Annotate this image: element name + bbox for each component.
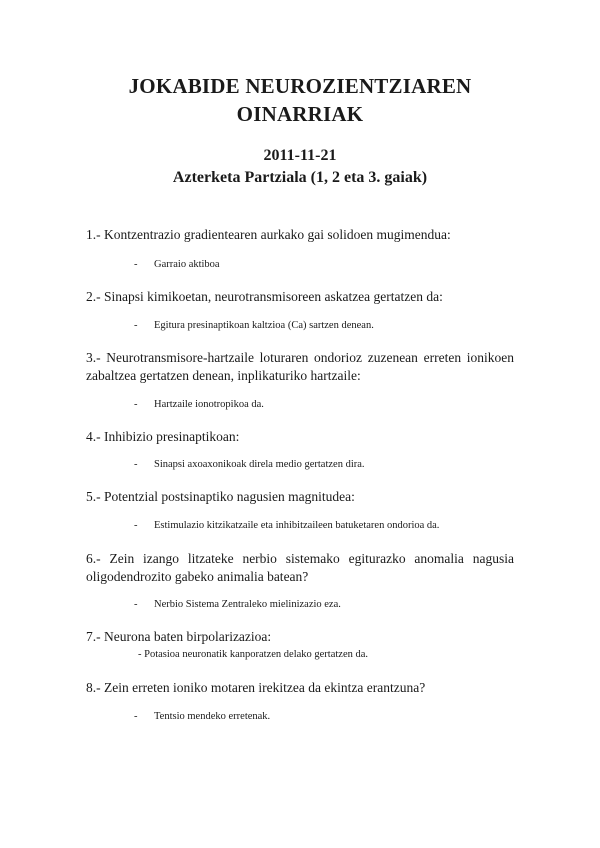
question-3: 3.- Neurotransmisore-hartzaile loturaren ondorioz zuzenean erreten ionikoen zabaltzea gertatzen denean, inplikaturiko hartzaile: <box>86 350 514 383</box>
answer-8-text: Tentsio mendeko erretenak. <box>154 711 271 722</box>
bullet-dash: - <box>134 599 138 610</box>
question-2: 2.- Sinapsi kimikoetan, neurotransmisoreen askatzea gertatzen da: <box>86 289 443 304</box>
question-5: 5.- Potentzial postsinaptiko nagusien magnitudea: <box>86 489 355 504</box>
answer-6 <box>134 598 534 612</box>
bullet-dash: - <box>134 520 138 531</box>
exam-name: Azterketa Partziala (1, 2 eta 3. gaiak) <box>172 169 428 186</box>
bullet-dash: - <box>134 399 138 410</box>
answer-8 <box>134 710 534 724</box>
question-6: 6.- Zein izango litzateke nerbio sistemako egiturazko anomalia nagusia oligodendrozito gabeko animalia batean? <box>86 551 514 584</box>
answer-1-text: Garraio aktiboa <box>154 259 220 270</box>
bullet-dash: - <box>134 259 138 270</box>
answer-4-text: Sinapsi axoaxonikoak direla medio gertatzen dira. <box>154 459 365 470</box>
question-4: 4.- Inhibizio presinaptikoan: <box>86 429 240 444</box>
answer-5-text: Estimulazio kitzikatzaile eta inhibitzaileen batuketaren ondorioa da. <box>154 520 440 531</box>
document-title-line-2: OINARRIAK <box>236 102 364 126</box>
bullet-dash: - <box>134 711 138 722</box>
answer-2 <box>134 319 534 333</box>
question-1: 1.- Kontzentrazio gradientearen aurkako gai solidoen mugimendua: <box>86 227 451 242</box>
answer-1 <box>134 258 534 272</box>
answer-4 <box>134 458 534 472</box>
question-7: 7.- Neurona baten birpolarizazioa: <box>86 629 272 644</box>
answer-3 <box>134 398 534 412</box>
exam-date: 2011-11-21 <box>263 147 337 164</box>
document-title-line-1: JOKABIDE NEUROZIENTZIAREN <box>128 74 472 98</box>
answer-7: - Potasioa neuronatik kanporatzen delako gertatzen da. <box>138 649 369 660</box>
answer-2-text: Egitura presinaptikoan kaltzioa (Ca) sartzen denean. <box>154 320 374 331</box>
bullet-dash: - <box>134 320 138 331</box>
bullet-dash: - <box>134 459 138 470</box>
answer-5 <box>134 519 534 533</box>
answer-3-text: Hartzaile ionotropikoa da. <box>154 399 264 410</box>
answer-6-text: Nerbio Sistema Zentraleko mielinizazio eza. <box>154 599 341 610</box>
question-8: 8.- Zein erreten ioniko motaren irekitzea da ekintza erantzuna? <box>86 680 426 695</box>
